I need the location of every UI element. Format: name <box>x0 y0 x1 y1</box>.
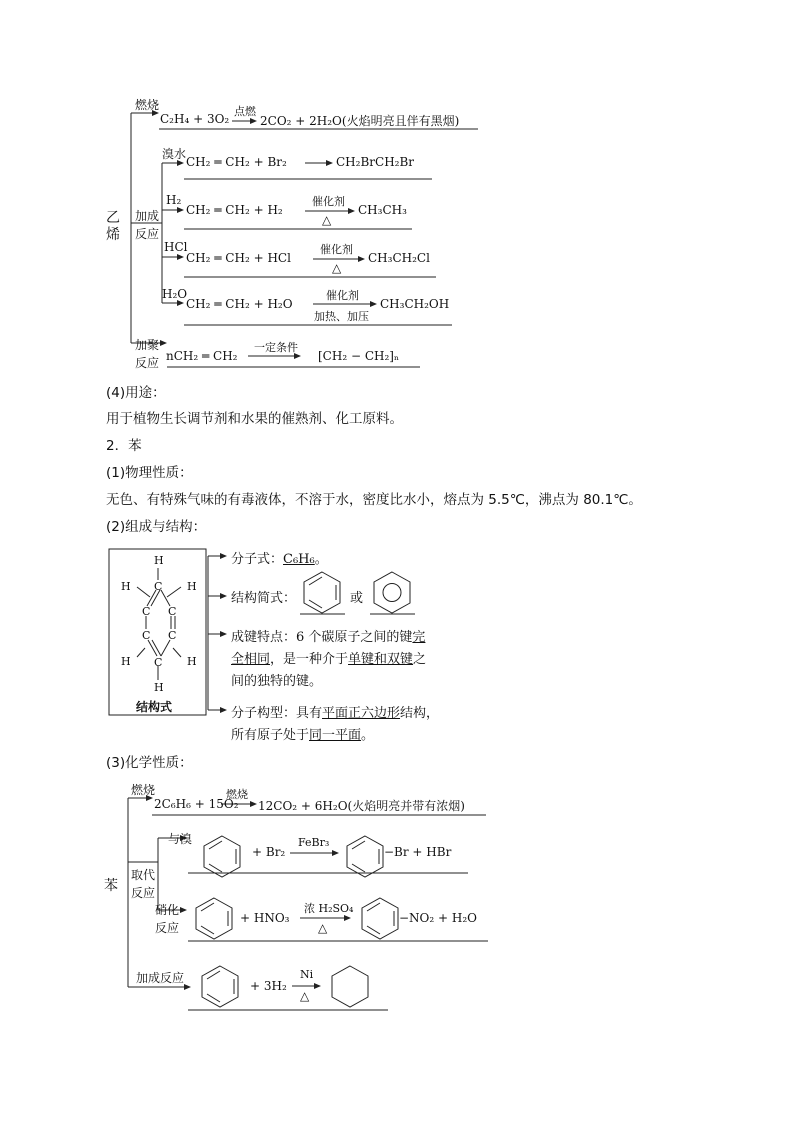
bond-feature-text-2a: 全相同 <box>231 652 271 667</box>
bond-feature-text-2d: 之 <box>413 652 427 667</box>
addition-h2o-left: CH₂ ═ CH₂ + H₂O <box>186 297 293 311</box>
molecular-shape-text-2c: 。 <box>361 728 375 743</box>
addition-reagent-bromine: 溴水 <box>162 147 187 161</box>
bond-feature-text-2c: 单键和双键 <box>348 652 414 667</box>
atom-c-right-top: C <box>168 605 177 618</box>
benzene-combustion-label: 燃烧 <box>131 783 156 797</box>
bromination-product: −Br + HBr <box>384 845 452 859</box>
addition-h2o-cond-top: 催化剂 <box>326 289 359 302</box>
simple-formula-or: 或 <box>350 591 364 606</box>
atom-h-right-bottom: H <box>187 655 197 668</box>
addition-bromine-right: CH₂BrCH₂Br <box>336 155 415 169</box>
bond-feature-text-1b: 完 <box>412 630 426 645</box>
polymer-left: nCH₂ ═ CH₂ <box>166 349 238 363</box>
atom-h-left-bottom: H <box>121 655 131 668</box>
bond-feature-text-2b: ，是一种介于 <box>270 652 349 667</box>
benzene-addition-cond-top: Ni <box>300 968 314 981</box>
benzene-addition-label: 加成反应 <box>136 971 185 985</box>
addition-reagent-h2o: H₂O <box>162 287 188 301</box>
molecular-shape-text-2a: 所有原子处于 <box>231 728 310 743</box>
addition-h2-cond-top: 催化剂 <box>312 195 345 208</box>
molecular-shape-line-1 <box>231 702 439 721</box>
addition-h2-right: CH₃CH₃ <box>358 203 407 217</box>
addition-h2o-cond-bottom: 加热、加压 <box>314 310 369 323</box>
benzene-combustion-left: 2C₆H₆ + 15O₂ <box>154 797 239 811</box>
molecular-formula-value: C₆H₆ <box>283 552 315 567</box>
nitration-product: −NO₂ + H₂O <box>399 911 477 925</box>
atom-h-right-top: H <box>187 580 197 593</box>
atom-c-left-top: C <box>142 605 151 618</box>
benzene-root-label: 苯 <box>104 878 118 894</box>
ethylene-combustion-label: 燃烧 <box>135 98 160 112</box>
structure-box-caption: 结构式 <box>136 700 173 714</box>
molecular-formula-line <box>231 548 328 567</box>
molecular-shape-text-1b: 平面正六边形 <box>322 706 401 721</box>
bond-feature-line-2 <box>231 648 426 667</box>
benzene-addition-plus: + 3H₂ <box>250 979 287 993</box>
atom-h-top: H <box>154 554 164 567</box>
physical-properties-text: 无色、有特殊气味的有毒液体，不溶于水，密度比水小，熔点为 5.5℃，沸点为 80.1℃。 <box>106 492 642 508</box>
benzene-heading: 2．苯 <box>106 438 142 454</box>
molecular-shape-text-2b: 同一平面 <box>309 728 362 743</box>
atom-c-right-bottom: C <box>168 629 177 642</box>
molecular-shape-text-1c: 结构， <box>400 706 440 721</box>
molecular-shape-line-2 <box>231 724 374 743</box>
polymer-condition: 一定条件 <box>254 341 298 354</box>
atom-c-left-bottom: C <box>142 629 151 642</box>
bond-feature-text-1a: 成键特点：6 个碳原子之间的键 <box>231 630 413 645</box>
molecular-shape-text-1a: 分子构型：具有 <box>231 706 323 721</box>
bromination-catalyst: FeBr₃ <box>298 836 330 849</box>
addition-h2o-right: CH₃CH₂OH <box>380 297 450 311</box>
use-text: 用于植物生长调节剂和水果的催熟剂、化工原料。 <box>106 411 403 427</box>
addition-hcl-cond-top: 催化剂 <box>320 243 353 256</box>
ethylene-root-label: 乙烯 <box>106 210 120 243</box>
benzene-combustion-condition: 燃烧 <box>226 788 248 801</box>
bond-feature-line-3: 间的独特的键。 <box>231 674 323 689</box>
addition-bromine-left: CH₂ ═ CH₂ + Br₂ <box>186 155 287 169</box>
ethylene-combustion-products: 2CO₂ + 2H₂O(火焰明亮且伴有黑烟) <box>260 114 460 128</box>
nitration-plus: + HNO₃ <box>240 911 290 925</box>
nitration-reagent: 硝化反应 <box>155 903 180 935</box>
chemical-properties-heading: (3)化学性质： <box>106 755 193 771</box>
bromination-plus: + Br₂ <box>252 845 286 859</box>
ethylene-addition-label: 加成反应 <box>135 209 160 241</box>
atom-c-bottom: C <box>154 656 163 669</box>
bromination-reagent: 与溴 <box>168 832 193 846</box>
ethylene-polymer-label: 加聚反应 <box>135 338 160 370</box>
molecular-formula-label: 分子式： <box>231 552 284 567</box>
physical-properties-heading: (1)物理性质： <box>106 465 193 481</box>
addition-hcl-left: CH₂ ═ CH₂ + HCl <box>186 251 291 265</box>
molecular-formula-end: 。 <box>314 552 328 567</box>
benzene-addition-cond-bottom: △ <box>300 989 310 1003</box>
benzene-substitution-label: 取代反应 <box>131 868 156 900</box>
atom-c-top: C <box>154 580 163 593</box>
atom-h-left-top: H <box>121 580 131 593</box>
structure-heading: (2)组成与结构： <box>106 519 207 535</box>
addition-h2-left: CH₂ ═ CH₂ + H₂ <box>186 203 283 217</box>
ethylene-combustion-condition: 点燃 <box>234 105 256 118</box>
addition-reagent-hcl: HCl <box>164 240 188 254</box>
ethylene-combustion-reactants: C₂H₄ + 3O₂ <box>160 112 230 126</box>
addition-hcl-right: CH₃CH₂Cl <box>368 251 430 265</box>
addition-h2-cond-bottom: △ <box>322 213 332 227</box>
polymer-right: [CH₂ − CH₂]ₙ <box>318 349 400 363</box>
benzene-combustion-right: 12CO₂ + 6H₂O(火焰明亮并带有浓烟) <box>258 799 465 813</box>
bond-feature-line-1 <box>231 626 425 645</box>
nitration-cond-bottom: △ <box>318 921 328 935</box>
simple-formula-label: 结构简式： <box>231 591 297 606</box>
atom-h-bottom: H <box>154 681 164 694</box>
addition-reagent-h2: H₂ <box>166 193 182 207</box>
nitration-cond-top: 浓 H₂SO₄ <box>304 902 354 915</box>
addition-hcl-cond-bottom: △ <box>332 261 342 275</box>
use-heading: (4)用途： <box>106 385 166 401</box>
